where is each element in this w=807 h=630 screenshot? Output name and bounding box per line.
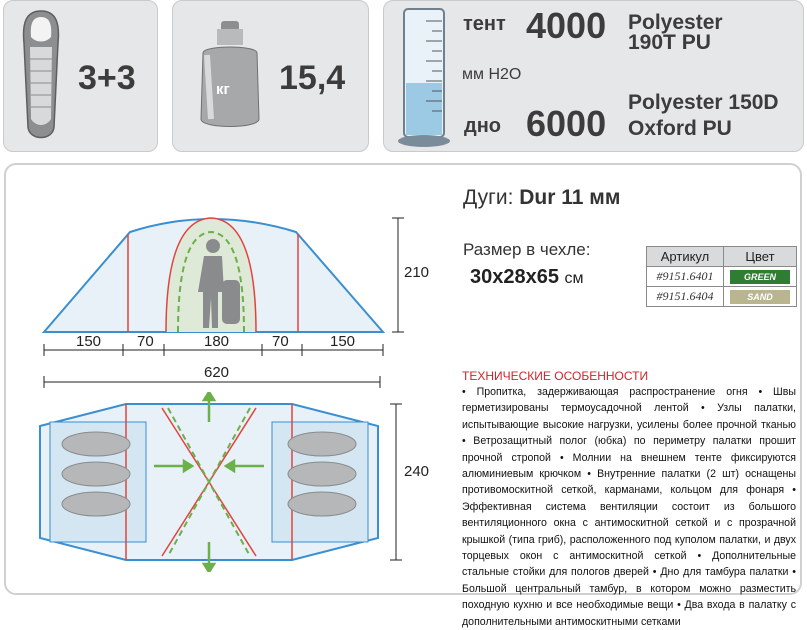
tent-value: 4000	[526, 5, 607, 46]
article-code: #9151.6404	[647, 287, 724, 307]
tent-height: 210	[404, 264, 430, 281]
water-column-icon	[396, 5, 452, 149]
side-segment-1: 150	[76, 333, 102, 350]
weight-unit: кг	[216, 81, 230, 98]
waterproof-card	[383, 0, 804, 152]
article-table	[646, 246, 797, 307]
tent-top-view	[34, 392, 414, 572]
poles-value: Dur 11 мм	[519, 186, 621, 209]
capacity-value: 3+3	[78, 59, 136, 97]
side-segment-4: 70	[272, 333, 289, 350]
floor-label: дно	[464, 115, 501, 137]
color-swatch: SAND	[730, 290, 790, 304]
weight-card	[172, 0, 369, 152]
article-header-code: Артикул	[647, 247, 724, 267]
floor-material-2: Oxford PU	[628, 117, 732, 140]
side-segment-2: 70	[137, 333, 154, 350]
side-segment-5: 150	[330, 333, 356, 350]
tent-material-1: Polyester	[628, 11, 723, 34]
tent-material-2: 190T PU	[628, 31, 711, 54]
article-code: #9151.6401	[647, 267, 724, 287]
article-header-color: Цвет	[724, 247, 797, 267]
tent-length: 620	[204, 364, 230, 381]
tent-width: 240	[404, 463, 430, 480]
weight-value: 15,4	[279, 59, 346, 97]
features-text: • Пропитка, задерживающая распространение огня • Швы герметизированы термоусадочной лентой • Узлы палатки, испытывающие высокие нагрузки, усилены более прочной тканью • Ветрозащитный полог (юбка) по периметру палатки прошит прочной стропой • Молнии на внешнем тенте фиксируются алюминиевым крючком • Внутренние палатки (2 шт) оснащены противомоскитной сеткой, карманами, кольцом для фонаря • Эффективная система вентиляции состоит из большого вентиляционного окна с антимоскитной сеткой и с прозрачной крышкой (типа гриб), расположенного под куполом палатки, и двух торцевых окон с антимоскитной сеткой • Дополнительные стальные стойки для пологов дверей • Дно для тамбура палатки • Большой центральный тамбур, в котором можно разместить походную кухню и все необходимые вещи • Два входа в палатку с дополнительными антимоскитными сетками	[462, 386, 796, 628]
packed-unit: см	[564, 270, 584, 287]
floor-value: 6000	[526, 103, 607, 144]
capacity-card	[3, 0, 158, 152]
packed-label: Размер в чехле:	[463, 240, 591, 259]
table-row	[647, 287, 797, 307]
tent-label: тент	[463, 13, 506, 35]
features-title: ТЕХНИЧЕСКИЕ ОСОБЕННОСТИ	[462, 369, 649, 383]
sleeping-bag-icon	[16, 7, 66, 145]
poles-label: Дуги:	[463, 186, 514, 209]
water-unit: мм H2O	[462, 66, 522, 83]
packed-size	[470, 266, 584, 289]
table-row	[647, 267, 797, 287]
floor-material-1: Polyester 150D	[628, 91, 779, 114]
poles-info	[463, 186, 620, 210]
color-swatch: GREEN	[730, 270, 790, 284]
side-segment-3: 180	[204, 333, 230, 350]
weight-icon	[195, 19, 265, 131]
packed-value: 30x28x65	[470, 266, 559, 288]
